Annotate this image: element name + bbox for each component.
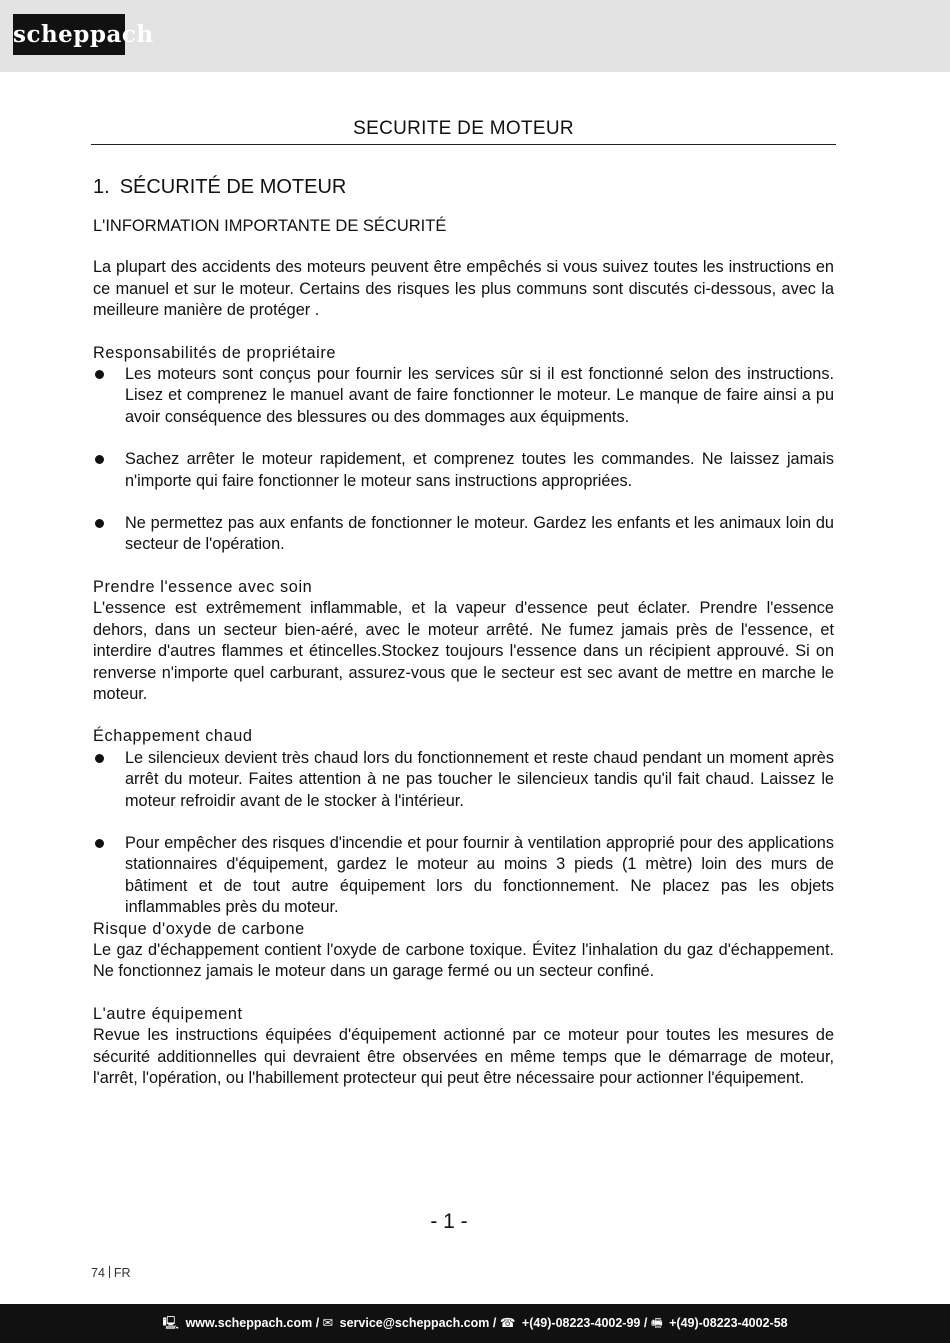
intro-paragraph: La plupart des accidents des moteurs peuvent être empêchés si vous suivez toutes les instructions en ce manuel et sur le moteur. Certains des risques les plus communs sont discutés ci-dessous, avec la meilleure manière de protéger . <box>93 258 834 320</box>
bullet-icon <box>95 370 104 379</box>
document-title: SECURITE DE MOTEUR <box>353 118 574 139</box>
list-item-text: Sachez arrêter le moteur rapidement, et comprenez toutes les commandes. Ne laissez jamais n'importe qui faire fonctionner le moteur sans instructions appropriées. <box>125 450 834 490</box>
echappement-title: Échappement chaud <box>93 727 253 746</box>
envelope-icon: ✉ <box>322 1316 334 1330</box>
carbone-paragraph: Le gaz d'échappement contient l'oxyde de carbone toxique. Évitez l'inhalation du gaz d'échappement. Ne fonctionnez jamais le moteur dans un garage fermé ou un secteur confiné. <box>93 940 834 981</box>
header-bar <box>0 0 950 72</box>
bullet-icon <box>95 519 104 528</box>
footer-language: FR <box>113 1266 131 1280</box>
section-heading <box>93 173 834 201</box>
computer-icon: 🖳 <box>162 1316 180 1330</box>
bullet-icon <box>95 455 104 464</box>
section-subheading: L'INFORMATION IMPORTANTE DE SÉCURITÉ <box>93 217 447 235</box>
footer-page-label <box>91 1266 131 1280</box>
carbone-title: Risque d'oxyde de carbone <box>93 919 305 938</box>
list-item <box>93 364 834 428</box>
bullet-icon <box>95 754 104 763</box>
footer-phone: +(49)-08223-4002-99 / <box>521 1316 648 1330</box>
footer-separator <box>109 1266 110 1278</box>
footer-page-number: 74 <box>91 1266 105 1280</box>
list-item <box>93 449 834 492</box>
document-title-rule <box>91 118 836 145</box>
list-item <box>93 748 834 812</box>
section-number: 1. <box>93 176 110 198</box>
list-item-text: Le silencieux devient très chaud lors du fonctionnement et reste chaud pendant un moment après arrêt du moteur. Faites attention à ne pas toucher le silencieux tandis qu'il fait chaud. Laissez le moteur refroidir avant de le stocker à l'intérieur. <box>125 748 834 810</box>
footer-bar <box>0 1304 950 1343</box>
list-item <box>93 833 834 919</box>
fax-icon: 🖷 <box>650 1316 663 1330</box>
responsabilites-title: Responsabilités de propriétaire <box>93 343 337 362</box>
footer-website[interactable]: www.scheppach.com / <box>185 1316 320 1330</box>
bullet-icon <box>95 839 104 848</box>
autre-title: L'autre équipement <box>93 1004 243 1023</box>
footer-email[interactable]: service@scheppach.com / <box>339 1316 497 1330</box>
list-item-text: Pour empêcher des risques d'incendie et pour fournir à ventilation approprié pour des applications stationnaires d'équipement, gardez le moteur au moins 3 pieds (1 mètre) loin des murs de bâtiment et de tout autre équipement lors du fonctionnement. Ne placez pas les objets inflammables près du moteur. <box>125 833 834 917</box>
section-heading-text: SÉCURITÉ DE MOTEUR <box>119 176 347 198</box>
autre-paragraph: Revue les instructions équipées d'équipement actionné par ce moteur pour toutes les mesures de sécurité additionnelles qui devraient être observées en même temps que le démarrage de moteur, l'arrêt, l'opération, ou l'habillement protecteur qui peut être nécessaire pour actionner l'équipement. <box>93 1026 834 1087</box>
list-item-text: Les moteurs sont conçus pour fournir les services sûr si il est fonctionné selon des instructions. Lisez et comprenez le manuel avant de faire fonctionner le moteur. Le manque de faire ainsi a pu avoir conséquence des blessures ou des dommages aux équipments. <box>125 365 834 426</box>
telephone-icon: ☎ <box>499 1316 516 1330</box>
echappement-list <box>93 748 834 919</box>
page-number: - 1 - <box>430 1210 468 1233</box>
main-content <box>93 173 834 1089</box>
essence-title: Prendre l'essence avec soin <box>93 577 313 596</box>
list-item-text: Ne permettez pas aux enfants de fonctionner le moteur. Gardez les enfants et les animaux loin du secteur de l'opération. <box>125 514 834 554</box>
scheppach-logo: scheppach <box>13 14 125 55</box>
list-item <box>93 513 834 556</box>
essence-paragraph: L'essence est extrêmement inflammable, et la vapeur d'essence peut éclater. Prendre l'essence dehors, dans un secteur bien-aéré, avec le moteur arrêté. Ne fumez jamais près de l'essence, et interdire d'autres flammes et étincelles.Stockez toujours l'essence dans un récipient approuvé. Si on renverse n'importe quel carburant, assurez-vous que le secteur est sec avant de mettre en marche le moteur. <box>93 599 834 703</box>
footer-fax: +(49)-08223-4002-58 <box>669 1316 788 1330</box>
responsabilites-list <box>93 364 834 556</box>
